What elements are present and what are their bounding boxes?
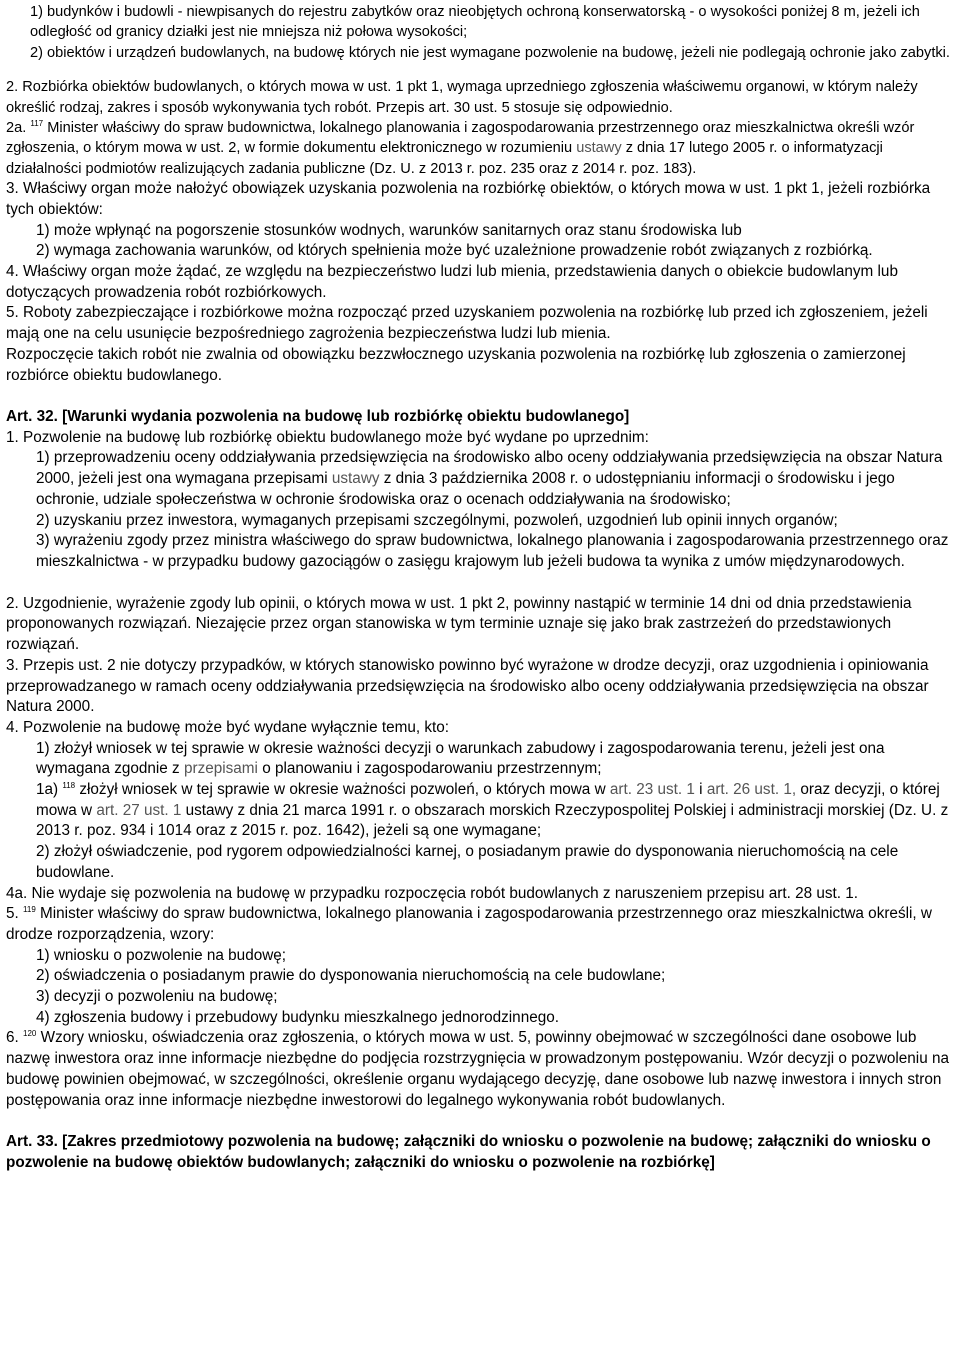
paragraph-number: 2a. [6, 120, 27, 137]
spacer [6, 386, 954, 407]
art32-paragraph-1-item-1 [6, 448, 954, 510]
item-text: 1) przeprowadzeniu oceny oddziaływania przedsięwzięcia na środowisko albo oceny oddziaływania przedsięwzięcia na obszar Natura 2000, jeżeli jest ona wymagana przepisami [36, 449, 943, 488]
art31-paragraph-2: 2. Rozbiórka obiektów budowlanych, o których mowa w ust. 1 pkt 1, wymaga uprzedniego zgłoszenia właściwemu organowi, w którym należy określić rodzaj, zakres i sposób wykonywania tych robót. Przepis art. 30 ust. 5 stosuje się odpowiednio. [6, 79, 918, 116]
law-link[interactable]: ustawy [331, 470, 380, 488]
law-link[interactable]: przepisami [183, 760, 258, 778]
spacer [6, 573, 954, 594]
art32-paragraph-4-item-1 [6, 739, 954, 780]
art31-paragraph-2a [6, 118, 954, 179]
intro-item-1: 1) budynków i budowli - niewpisanych do rejestru zabytków oraz nieobjętych ochroną konserwatorską - o wysokości poniżej 8 m, jeżeli ich odległość od granicy działki jest nie mniejsza niż połowa wysokości; [30, 4, 920, 41]
art31-paragraph-3-item-1: 1) może wpłynąć na pogorszenie stosunków wodnych, warunków sanitarnych oraz stanu środowiska lub [36, 221, 742, 239]
footnote-ref[interactable]: 120 [23, 1029, 37, 1039]
art32-paragraph-1: 1. Pozwolenie na budowę lub rozbiórkę obiektu budowlanego może być wydane po uprzednim: [6, 428, 649, 446]
paragraph-text: Minister właściwy do spraw budownictwa, lokalnego planowania i zagospodarowania przestrzennego oraz mieszkalnictwa określi wzór zgłoszenia, o którym mowa w ust. 2, w formie dokumentu elektronicznego w rozumieniu [6, 120, 915, 157]
art32-paragraph-5 [6, 904, 954, 945]
footnote-ref[interactable]: 117 [30, 119, 44, 129]
paragraph-text: z dnia 17 lutego 2005 r. o informatyzacji działalności podmiotów realizujących zadania publiczne (Dz. U. z 2013 r. poz. 235 oraz z 2014 r. poz. 183). [6, 140, 883, 177]
footnote-ref[interactable]: 119 [23, 905, 36, 915]
law-link[interactable]: ustawy [576, 140, 622, 157]
art31-paragraph-5: 5. Roboty zabezpieczające i rozbiórkowe można rozpocząć przed uzyskaniem pozwolenia na rozbiórkę lub przed ich zgłoszeniem, jeżeli mają one na celu usunięcie bezpośredniego zagrożenia bezpieczeństwa ludzi lub mienia. [6, 304, 928, 343]
art32-paragraph-6 [6, 1028, 954, 1111]
paragraph-number: 6. [6, 1029, 19, 1047]
paragraph-text: Minister właściwy do spraw budownictwa, lokalnego planowania i zagospodarowania przestrzennego oraz mieszkalnictwa określi, w drodze rozporządzenia, wzory: [6, 905, 932, 943]
item-text: o planowaniu i zagospodarowaniu przestrzennym; [262, 760, 602, 778]
intro-item-2: 2) obiektów i urządzeń budowlanych, na budowę których nie jest wymagane pozwolenie na budowę, jeżeli nie podlegają ochronie jako zabytki. [30, 44, 950, 61]
item-text: 1) złożył wniosek w tej sprawie w okresie ważności decyzji o warunkach zabudowy i zagospodarowania terenu, jeżeli jest ona wymagana zgodnie z [36, 739, 885, 778]
item-text: z dnia 3 października 2008 r. o udostępnianiu informacji o środowisku i jego ochronie, udziale społeczeństwa w ochronie środowiska oraz o ocenach oddziaływania na środowisko; [36, 470, 895, 508]
art32-heading: Art. 32. [Warunki wydania pozwolenia na budowę lub rozbiórkę obiektu budowlanego] [6, 408, 630, 426]
paragraph-text: Wzory wniosku, oświadczenia oraz zgłoszenia, o których mowa w ust. 5, powinny obejmować w szczególności dane osobowe lub nazwę inwestora oraz inne informacje niezbędne do podjęcia rozstrzygnięcia w prowadzonym postępowaniu. Wzór decyzji o pozwoleniu na budowę powinien obejmować, w szczególności, określenie organu wydającego decyzję, dane osobowe lub nazwę inwestora i innych stron postępowania oraz inne informacje niezbędne inwestorowi do legalnego wykonywania robót budowlanych. [6, 1029, 949, 1109]
art32-paragraph-5-item-1: 1) wniosku o pozwolenie na budowę; [36, 946, 287, 964]
art32-paragraph-5-item-3: 3) decyzji o pozwoleniu na budowę; [36, 988, 278, 1006]
art31-paragraph-4: 4. Właściwy organ może żądać, ze względu na bezpieczeństwo ludzi lub mienia, przedstawienia danych o obiekcie budowlanym lub dotyczących prowadzenia robót rozbiórkowych. [6, 263, 898, 301]
art32-paragraph-2: 2. Uzgodnienie, wyrażenie zgody lub opinii, o których mowa w ust. 1 pkt 2, powinny nastąpić w terminie 14 dni od dnia przedstawienia proponowanych rozwiązań. Niezajęcie przez organ stanowiska w tym terminie uznaje się jako brak zastrzeżeń do przedstawionych rozwiązań. [6, 594, 912, 654]
paragraph-number: 5. [6, 905, 19, 923]
law-link[interactable]: art. 27 ust. 1 [96, 801, 182, 819]
art31-paragraph-3: 3. Właściwy organ może nałożyć obowiązek uzyskania pozwolenia na rozbiórkę obiektów, o których mowa w ust. 1 pkt 1, jeżeli rozbiórka tych obiektów: [6, 180, 931, 218]
art31-paragraph-3-item-2: 2) wymaga zachowania warunków, od których spełnienia może być uzależnione prowadzenie robót związanych z rozbiórką. [36, 242, 873, 260]
art32-paragraph-5-item-2: 2) oświadczenia o posiadanym prawie do dysponowania nieruchomością na cele budowlane; [36, 967, 666, 985]
footnote-ref[interactable]: 118 [62, 781, 76, 791]
art32-paragraph-4a: 4a. Nie wydaje się pozwolenia na budowę w przypadku rozpoczęcia robót budowlanych z naruszeniem przepisu art. 28 ust. 1. [6, 884, 859, 902]
art31-paragraph-5-continuation: Rozpoczęcie takich robót nie zwalnia od obowiązku bezzwłocznego uzyskania pozwolenia na rozbiórkę lub zgłoszenia o zamierzonej rozbiórce obiektu budowlanego. [6, 345, 906, 384]
art33-heading: Art. 33. [Zakres przedmiotowy pozwolenia na budowę; załączniki do wniosku o pozwolenie na budowę; załączniki do wniosku o pozwolenie na budowę obiektów budowlanych; załączniki do wniosku o pozwolenie na rozbiórkę] [6, 1133, 931, 1171]
law-link[interactable]: art. 23 ust. 1 [609, 781, 695, 799]
art32-paragraph-3: 3. Przepis ust. 2 nie dotyczy przypadków, w których stanowisko powinno być wyrażone w drodze decyzji, oraz uzgodnienia i opiniowania przeprowadzanego w ramach oceny oddziaływania przedsięwzięcia na środowisko albo oceny oddziaływania przedsięwzięcia na obszar Natura 2000. [6, 656, 929, 716]
art32-paragraph-4-item-2: 2) złożył oświadczenie, pod rygorem odpowiedzialności karnej, o posiadanym prawie do dysponowania nieruchomością na cele budowlane. [36, 843, 899, 881]
spacer [6, 63, 954, 77]
art32-paragraph-1-item-2: 2) uzyskaniu przez inwestora, wymaganych przepisami szczególnymi, pozwoleń, uzgodnień lub opinii innych organów; [36, 511, 838, 529]
item-text: ustawy z dnia 21 marca 1991 r. o obszarach morskich Rzeczypospolitej Polskiej i administracji morskiej (Dz. U. z 2013 r. poz. 934 i 1014 oraz z 2015 r. poz. 1642), jeżeli są one wymagane; [36, 801, 949, 840]
item-text: złożył wniosek w tej sprawie w okresie ważności pozwoleń, o których mowa w [79, 781, 606, 799]
art32-paragraph-5-item-4: 4) zgłoszenia budowy i przebudowy budynku mieszkalnego jednorodzinnego. [36, 1008, 559, 1026]
art32-paragraph-4: 4. Pozwolenie na budowę może być wydane wyłącznie temu, kto: [6, 718, 449, 736]
item-text: i [699, 781, 703, 799]
item-number: 1a) [36, 781, 59, 799]
art32-paragraph-1-item-3: 3) wyrażeniu zgody przez ministra właściwego do spraw budownictwa, lokalnego planowania i zagospodarowania przestrzennego oraz mieszkalnictwa - w przypadku budowy gazociągów o zasięgu krajowym lub jeżeli budowa ta wynika z umów międzynarodowych. [36, 532, 949, 570]
spacer [6, 1111, 954, 1132]
item-text: oraz decyzji, o której mowa w [36, 781, 940, 819]
law-link[interactable]: art. 26 ust. 1, [706, 781, 797, 799]
art32-paragraph-4-item-1a [6, 780, 954, 842]
